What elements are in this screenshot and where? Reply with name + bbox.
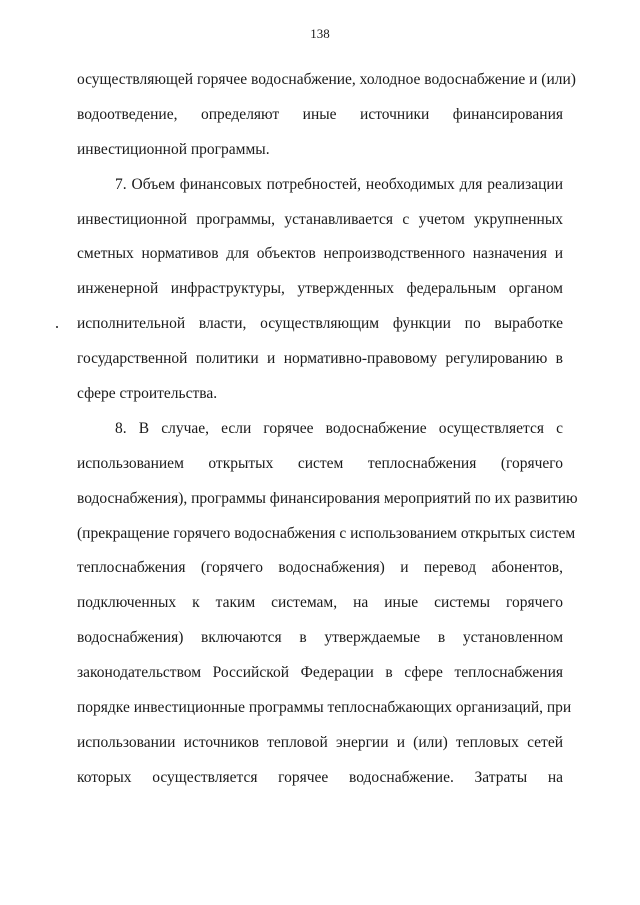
scan-artifact-dot (56, 326, 58, 328)
text-line: которых осуществляется горячее водоснабжение. Затраты на (77, 768, 563, 786)
text-line: инженерной инфраструктуры, утвержденных федеральным органом (77, 280, 563, 298)
text-line: использованием открытых систем теплоснабжения (горячего (77, 454, 563, 472)
text-line: сфере строительства. (77, 385, 218, 403)
text-line: водоснабжения), программы финансирования мероприятий по их развитию (77, 489, 578, 507)
page-number: 138 (310, 26, 330, 41)
text-line: водоотведение, определяют иные источники финансирования (77, 105, 563, 123)
text-line: (прекращение горячего водоснабжения с использованием открытых систем (77, 524, 576, 542)
text-line: 8. В случае, если горячее водоснабжение осуществляется с (115, 419, 563, 437)
text-line: водоснабжения) включаются в утверждаемые в установленном (77, 629, 563, 647)
text-line: теплоснабжения (горячего водоснабжения) и перевод абонентов, (77, 559, 563, 577)
text-line: государственной политики и нормативно-правовому регулированию в (77, 350, 563, 368)
text-line: инвестиционной программы, устанавливается с учетом укрупненных (77, 210, 563, 228)
text-line: законодательством Российской Федерации в сфере теплоснабжения (77, 664, 563, 682)
paragraph-8 (77, 419, 578, 804)
text-line: подключенных к таким системам, на иные системы горячего (77, 594, 563, 612)
paragraph-1 (77, 71, 576, 176)
paragraph-7 (77, 176, 563, 420)
text-line: 7. Объем финансовых потребностей, необходимых для реализации (115, 175, 563, 193)
text-line: исполнительной власти, осуществляющим функции по выработке (77, 315, 563, 333)
document-body (77, 71, 578, 804)
text-line: инвестиционной программы. (77, 140, 270, 158)
text-line: использовании источников тепловой энергии и (или) тепловых сетей (77, 733, 563, 751)
text-line: осуществляющей горячее водоснабжение, холодное водоснабжение и (или) (77, 71, 576, 88)
text-line: порядке инвестиционные программы теплоснабжающих организаций, при (77, 699, 572, 717)
text-line: сметных нормативов для объектов непроизводственного назначения и (77, 245, 563, 263)
